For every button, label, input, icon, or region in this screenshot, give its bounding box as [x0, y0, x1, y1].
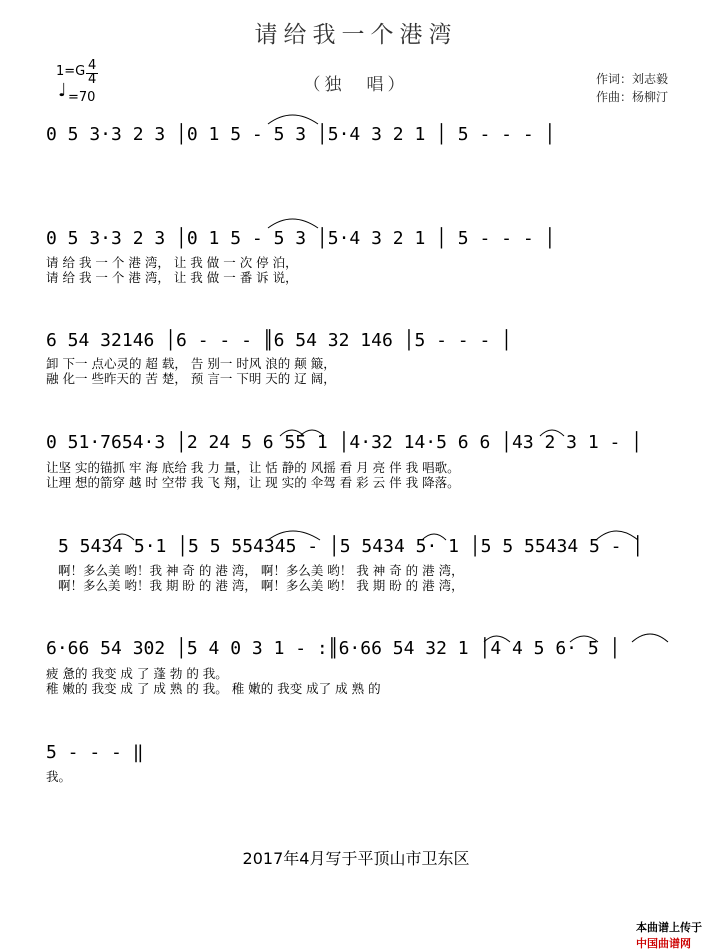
lyric-line-2-verse-1: 请 给 我 一 个 港 湾， 让 我 做 一 次 停 泊，	[46, 255, 298, 270]
score-line-3: 6 54 32146 │6 - - - ║6 54 32 146 │5 - - - │	[46, 330, 512, 351]
lyric-line-3-verse-2: 融 化一 些昨天的 苦 楚， 预 言一 下明 天的 辽 阔，	[46, 371, 336, 386]
score-line-5: 5 5434 5·1 │5 5 554345 - │5 5434 5· 1 │5 5 55434 5 - │	[58, 536, 644, 557]
lyric-line-6-verse-2: 稚 嫩的 我变 成 了 成 熟 的 我。 稚 嫩的 我变 成了 成 熟 的	[46, 681, 381, 696]
lyric-line-4-verse-1: 让坚 实的锚抓 牢 海 底给 我 力 量，让 恬 静的 风摇 看 月 亮 伴 我 唱歌。	[46, 460, 460, 475]
score-line-4: 0 51·7654·3 │2 24 5 6 55 1 │4·32 14·5 6 6 │43 2 3 1 - │	[46, 432, 643, 453]
source-prefix: 本曲谱上传于	[636, 921, 702, 934]
lyric-line-7-verse-1: 我。	[46, 769, 72, 784]
lyric-line-4-verse-2: 让理 想的箭穿 越 时 空带 我 飞 翔，让 现 实的 伞驾 看 彩 云 伴 我 降落。	[46, 475, 460, 490]
score-line-1: 0 5 3·3 2 3 │0 1 5 - 5 3 │5·4 3 2 1 │ 5 - - - │	[46, 124, 556, 145]
site-logo: 中国曲谱网	[636, 937, 691, 950]
score-line-2: 0 5 3·3 2 3 │0 1 5 - 5 3 │5·4 3 2 1 │ 5 - - - │	[46, 228, 556, 249]
lyric-line-5-verse-1: 啊！多么美 哟！我 神 奇 的 港 湾， 啊！多么美 哟！ 我 神 奇 的 港 湾，	[58, 563, 464, 578]
lyricist-credit: 作词：刘志毅	[596, 72, 669, 86]
song-title: 请给我一个港湾	[254, 22, 458, 48]
time-signature-bottom: 4	[88, 72, 97, 87]
composer-credit: 作曲：杨柳汀	[596, 90, 669, 104]
key-signature: 1=G	[56, 64, 86, 79]
source-watermark	[628, 906, 702, 951]
score-line-6: 6·66 54 302 │5 4 0 3 1 - :║6·66 54 32 1 │4 4 5 6· 5 │	[46, 638, 621, 659]
lyric-line-3-verse-1: 卸 下一 点心灵的 超 载， 告 别一 时风 浪的 颠 簸，	[46, 356, 336, 371]
lyric-line-5-verse-2: 啊！多么美 哟！我 期 盼 的 港 湾， 啊！多么美 哟！ 我 期 盼 的 港 湾，	[58, 578, 464, 593]
performance-type: （独 唱）	[303, 75, 409, 95]
composition-note: 2017年4月写于平顶山市卫东区	[242, 849, 470, 868]
lyric-line-6-verse-1: 疲 惫的 我变 成 了 蓬 勃 的 我。	[46, 666, 228, 681]
tempo-value: =70	[68, 90, 96, 105]
quarter-note-icon: ♩	[58, 80, 67, 101]
score-line-7: 5 - - - ‖	[46, 742, 144, 763]
time-signature-top: 4	[88, 58, 97, 73]
lyric-line-2-verse-2: 请 给 我 一 个 港 湾， 让 我 做 一 番 诉 说，	[46, 270, 298, 285]
